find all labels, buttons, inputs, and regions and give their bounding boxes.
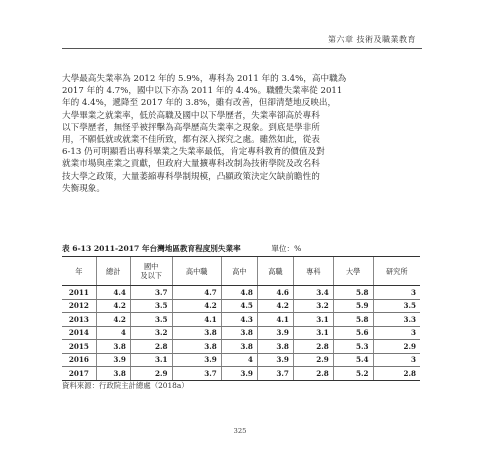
table-cell: 3.3 — [373, 313, 420, 327]
chapter-header: 第六章 技術及職業教育 — [327, 35, 416, 44]
table-cell: 3.9 — [221, 367, 257, 381]
table-header-row — [62, 257, 420, 286]
paragraph-line: 技大學之政策，大量萎縮專科學制規模，凸顯政策決定欠缺前瞻性的 — [62, 171, 320, 182]
table-cell: 3.8 — [221, 326, 257, 340]
table-cell: 4.2 — [96, 313, 130, 327]
paragraph-line: 失衡現象。 — [62, 183, 105, 194]
table-cell: 3 — [373, 326, 420, 340]
table-cell: 4.2 — [96, 299, 130, 313]
paragraph-line: 2017 年的 4.7%，國中以下亦為 2011 年的 4.4%。職體失業率從 2011 — [62, 86, 343, 97]
table-cell: 4.7 — [172, 286, 221, 300]
table-cell: 5.8 — [333, 286, 373, 300]
table-cell-year: 2012 — [62, 299, 96, 313]
table-cell: 3.2 — [130, 326, 172, 340]
table-row — [62, 286, 420, 300]
header-vocational-senior: 高中職 — [172, 257, 221, 286]
table-cell: 5.4 — [333, 353, 373, 367]
page-number: 325 — [233, 427, 247, 435]
table-cell: 5.9 — [333, 299, 373, 313]
header-senior-high: 高中 — [221, 257, 257, 286]
table-cell-year: 2015 — [62, 340, 96, 354]
header-junior-high — [130, 257, 172, 286]
table-row — [62, 367, 420, 381]
table-cell: 3.1 — [130, 353, 172, 367]
table-cell: 3.9 — [172, 353, 221, 367]
table-cell: 2.8 — [293, 367, 333, 381]
table-cell: 3.1 — [293, 326, 333, 340]
table-body — [62, 286, 420, 381]
table-cell: 3.5 — [373, 299, 420, 313]
table-cell: 5.8 — [333, 313, 373, 327]
paragraph-line: 大學最高失業率為 2012 年的 5.9%，專科為 2011 年的 3.4%，高中職為 — [62, 74, 347, 84]
body-paragraph — [62, 73, 422, 195]
table-cell: 3.9 — [257, 353, 293, 367]
table-unit: 單位：% — [271, 244, 302, 253]
table-cell-year: 2011 — [62, 286, 96, 300]
table-cell: 3.8 — [221, 340, 257, 354]
paragraph-line: 用，不願低就或就業不佳所致，都有深入探究之處。雖然如此，從表 — [62, 135, 320, 146]
table-cell: 3.1 — [293, 313, 333, 327]
table-cell: 3 — [373, 353, 420, 367]
paragraph-line: 年的 4.4%，遞降至 2017 年的 3.8%，雖有改善，但卻清楚地反映出， — [62, 98, 337, 109]
table-cell: 3.8 — [257, 340, 293, 354]
table-cell: 3.9 — [257, 326, 293, 340]
header-junior-college: 專科 — [293, 257, 333, 286]
table-cell: 4.3 — [221, 313, 257, 327]
table-cell: 2.9 — [373, 340, 420, 354]
table-cell: 2.9 — [293, 353, 333, 367]
unemployment-table — [62, 256, 420, 381]
table-cell: 5.6 — [333, 326, 373, 340]
header-vocational-high: 高職 — [257, 257, 293, 286]
table-cell-year: 2016 — [62, 353, 96, 367]
table-cell: 3.9 — [96, 353, 130, 367]
table-row — [62, 353, 420, 367]
table-cell: 3.2 — [293, 299, 333, 313]
table-cell: 3.8 — [172, 326, 221, 340]
table-cell: 3.4 — [293, 286, 333, 300]
table-cell: 3.8 — [96, 367, 130, 381]
header-junior-line2: 及以下 — [140, 271, 162, 280]
table-cell: 4.6 — [257, 286, 293, 300]
table-title: 表 6-13 2011-2017 年台灣地區教育程度別失業率 — [62, 244, 241, 253]
table-cell: 4.4 — [96, 286, 130, 300]
paragraph-line: 以下學歷者，無怪乎被抨擊為高學歷高失業率之現象。到底是學非所 — [62, 122, 320, 133]
header-junior-line1: 國中 — [143, 262, 159, 271]
table-source: 資料來源：行政院主計總處（2018a） — [62, 381, 189, 390]
table-cell: 2.8 — [130, 340, 172, 354]
table-cell-year: 2017 — [62, 367, 96, 381]
table-cell: 3.7 — [257, 367, 293, 381]
header-total: 總計 — [96, 257, 130, 286]
table-cell: 3.8 — [172, 340, 221, 354]
paragraph-line: 大學畢業之就業率，低於高職及國中以下學歷者，失業率卻高於專科 — [62, 110, 320, 121]
table-cell: 4 — [96, 326, 130, 340]
table-cell: 3 — [373, 286, 420, 300]
table-cell: 2.8 — [373, 367, 420, 381]
table-cell: 3.5 — [130, 313, 172, 327]
header-university: 大學 — [333, 257, 373, 286]
table-row — [62, 299, 420, 313]
table-cell-year: 2013 — [62, 313, 96, 327]
header-rule — [62, 48, 422, 49]
table-cell: 3.5 — [130, 299, 172, 313]
table-cell: 4.2 — [257, 299, 293, 313]
table-cell: 2.9 — [130, 367, 172, 381]
table-cell: 4.8 — [221, 286, 257, 300]
paragraph-line: 就業市場與產業之貢獻，但政府大量擴專科改制為技術學院及改名科 — [62, 159, 320, 170]
table-cell: 4.2 — [172, 299, 221, 313]
header-graduate: 研究所 — [373, 257, 420, 286]
table-cell: 5.3 — [333, 340, 373, 354]
table-row — [62, 313, 420, 327]
table-cell: 4.5 — [221, 299, 257, 313]
table-cell: 5.2 — [333, 367, 373, 381]
table-cell: 4.1 — [172, 313, 221, 327]
table-row — [62, 340, 420, 354]
paragraph-line: 6-13 仍可明顯看出專科畢業之失業率最低，肯定專科教育的價值及對 — [62, 147, 325, 158]
table-cell: 3.7 — [130, 286, 172, 300]
table-caption — [62, 243, 301, 254]
table-cell: 4.1 — [257, 313, 293, 327]
table-cell: 3.7 — [172, 367, 221, 381]
table-cell: 2.8 — [293, 340, 333, 354]
table-cell: 3.8 — [96, 340, 130, 354]
table-cell: 4 — [221, 353, 257, 367]
table-row — [62, 326, 420, 340]
header-year: 年 — [62, 257, 96, 286]
table-cell-year: 2014 — [62, 326, 96, 340]
